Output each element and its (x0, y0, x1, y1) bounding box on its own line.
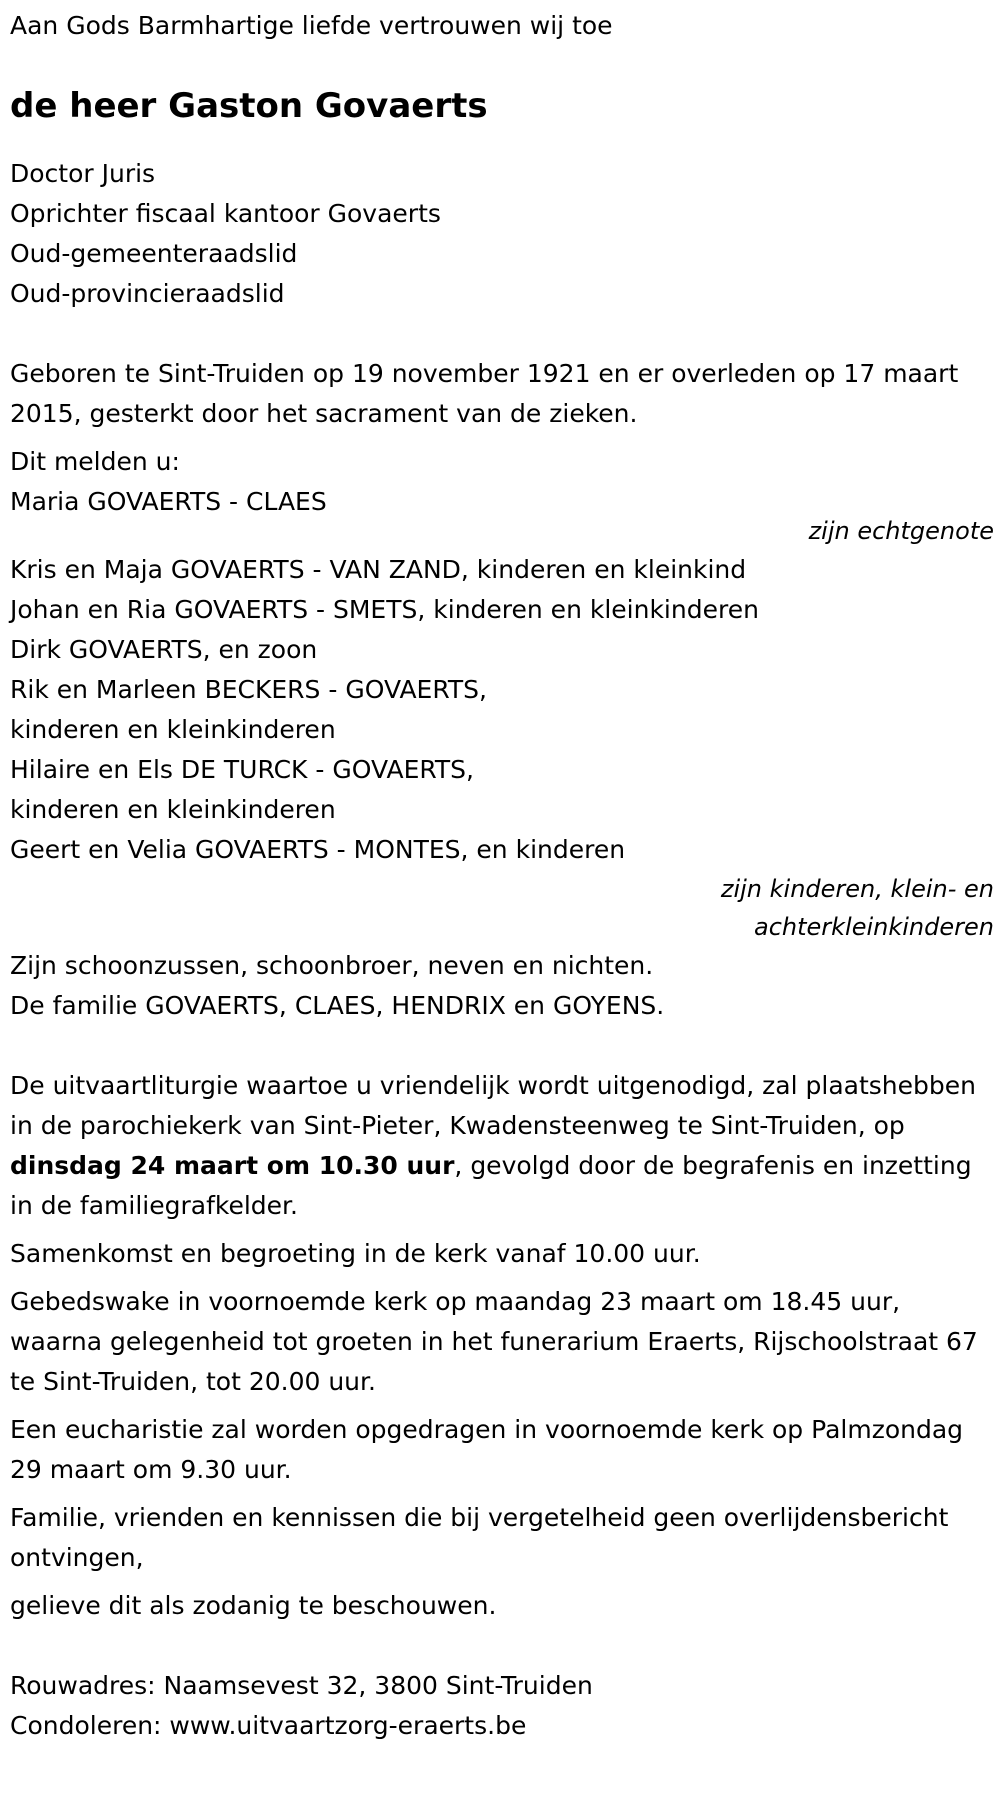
child-entry: Rik en Marleen BECKERS - GOVAERTS, (10, 675, 487, 704)
spouse-role: zijn echtgenote (808, 517, 994, 545)
children-role: zijn kinderen, klein- en achterkleinkinderen (720, 875, 994, 941)
title-item: Oud-gemeenteraadslid (10, 239, 298, 268)
obituary-content (10, 0, 1000, 1746)
announce-label: Dit melden u: (10, 447, 180, 476)
funeral-text-post: , gevolgd door de begrafenis en inzetting in de familiegrafkelder. (10, 1151, 972, 1220)
child-entry: Johan en Ria GOVAERTS - SMETS, kinderen en kleinkinderen (10, 595, 759, 624)
child-entry: Geert en Velia GOVAERTS - MONTES, en kinderen (10, 835, 626, 864)
relatives-item: Zijn schoonzussen, schoonbroer, neven en nichten. (10, 951, 654, 980)
child-entry: Hilaire en Els DE TURCK - GOVAERTS, (10, 755, 475, 784)
children-list (10, 550, 1000, 870)
mourning-address: Rouwadres: Naamsevest 32, 3800 Sint-Truiden (10, 1671, 593, 1700)
notice-text-1: Familie, vrienden en kennissen die bij vergetelheid geen overlijdensbericht ontvingen, (10, 1503, 949, 1572)
vigil-text: Gebedswake in voornoemde kerk op maandag 23 maart om 18.45 uur, waarna gelegenheid tot groeten in het funerarium Eraerts, Rijschoolstraat 67 te Sint-Truiden, tot 20.00 uur. (10, 1287, 978, 1396)
child-entry: kinderen en kleinkinderen (10, 715, 336, 744)
title-item: Oud-provincieraadslid (10, 279, 285, 308)
child-entry: Dirk GOVAERTS, en zoon (10, 635, 318, 664)
titles-list (10, 154, 1000, 314)
funeral-date-time: dinsdag 24 maart om 10.30 uur (10, 1151, 455, 1180)
birth-death-text: Geboren te Sint-Truiden op 19 november 1921 en er overleden op 17 maart 2015, gesterkt door het sacrament van de zieken. (10, 359, 959, 428)
funeral-text-pre: De uitvaartliturgie waartoe u vriendelijk wordt uitgenodigd, zal plaatshebben in de parochiekerk van Sint-Pieter, Kwadensteenweg te Sint-Truiden, op (10, 1071, 976, 1140)
eucharist-text: Een eucharistie zal worden opgedragen in voornoemde kerk op Palmzondag 29 maart om 9.30 uur. (10, 1415, 964, 1484)
funeral-text (10, 1066, 1000, 1226)
title-item: Oprichter fiscaal kantoor Govaerts (10, 199, 441, 228)
intro-text: Aan Gods Barmhartige liefde vertrouwen wij toe (10, 11, 613, 40)
spouse-name: Maria GOVAERTS - CLAES (10, 487, 327, 516)
notice-text-2: gelieve dit als zodanig te beschouwen. (10, 1591, 497, 1620)
deceased-name: de heer Gaston Govaerts (10, 86, 488, 126)
relatives-item: De familie GOVAERTS, CLAES, HENDRIX en GOYENS. (10, 991, 665, 1020)
title-item: Doctor Juris (10, 159, 156, 188)
relatives-list (10, 946, 1000, 1026)
child-entry: kinderen en kleinkinderen (10, 795, 336, 824)
condolences-link[interactable]: Condoleren: www.uitvaartzorg-eraerts.be (10, 1711, 527, 1740)
child-entry: Kris en Maja GOVAERTS - VAN ZAND, kinderen en kleinkind (10, 555, 747, 584)
gathering-text: Samenkomst en begroeting in de kerk vanaf 10.00 uur. (10, 1239, 701, 1268)
